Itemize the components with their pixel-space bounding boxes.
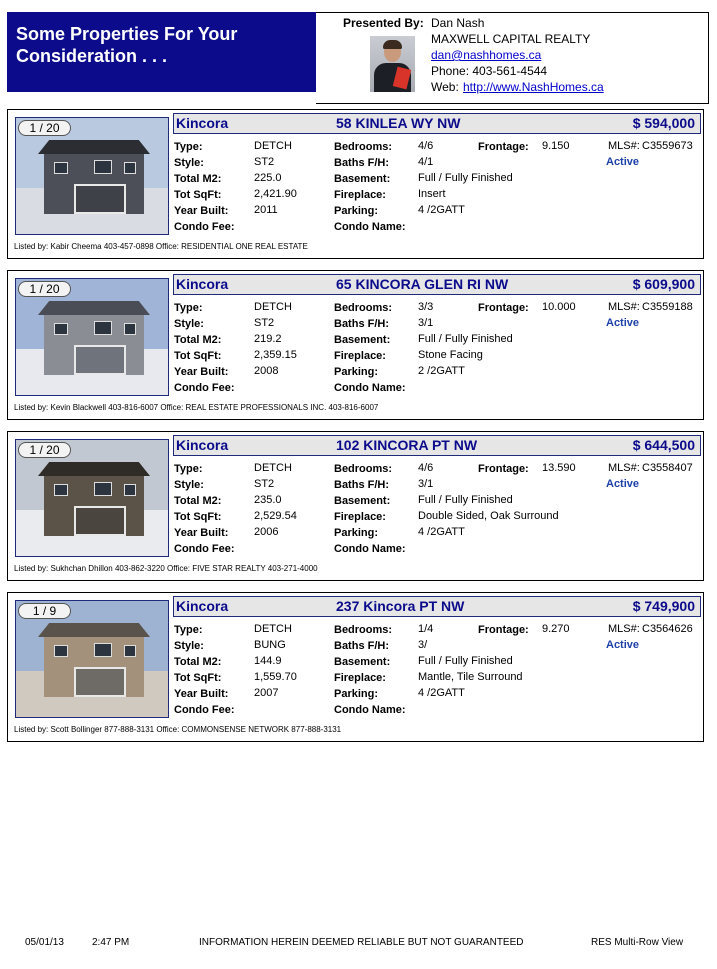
parking-label: Parking: bbox=[334, 205, 379, 217]
status-badge: Active bbox=[606, 478, 640, 490]
agent-name: Dan Nash bbox=[431, 16, 485, 30]
total-m2-value: 235.0 bbox=[254, 494, 282, 506]
presented-by-label: Presented By: bbox=[343, 16, 424, 30]
photo-count-badge[interactable]: 1 / 9 bbox=[18, 603, 71, 619]
status-badge: Active bbox=[606, 317, 640, 329]
condo-name-label: Condo Name: bbox=[334, 382, 406, 394]
agent-info-box bbox=[316, 12, 709, 104]
type-label: Type: bbox=[174, 302, 203, 314]
status-badge: Active bbox=[606, 639, 640, 651]
parking-label: Parking: bbox=[334, 366, 379, 378]
listing-photo[interactable] bbox=[15, 439, 169, 557]
listing-card[interactable] bbox=[7, 592, 704, 742]
bedrooms-value: 4/6 bbox=[418, 462, 434, 474]
parking-value: 4 /2GATT bbox=[418, 204, 465, 216]
listed-by-label: Listed by: bbox=[14, 564, 49, 573]
bedrooms-value: 3/3 bbox=[418, 301, 434, 313]
listed-by-value: Kabir Cheema 403-457-0898 Office: RESIDENTIAL ONE REAL ESTATE bbox=[50, 242, 308, 251]
baths-label: Baths F/H: bbox=[334, 479, 389, 491]
listing-photo[interactable] bbox=[15, 600, 169, 718]
tot-sqft-label: Tot SqFt: bbox=[174, 672, 222, 684]
report-title-line2: Consideration . . . bbox=[16, 46, 168, 66]
footer-time: 2:47 PM bbox=[92, 937, 130, 948]
type-value: DETCH bbox=[254, 301, 292, 313]
bedrooms-label: Bedrooms: bbox=[334, 463, 393, 475]
fireplace-label: Fireplace: bbox=[334, 350, 386, 362]
type-value: DETCH bbox=[254, 623, 292, 635]
agent-company: MAXWELL CAPITAL REALTY bbox=[431, 32, 591, 46]
frontage-label: Frontage: bbox=[478, 141, 529, 153]
listed-by-value: Sukhchan Dhillon 403-862-3220 Office: FIVE STAR REALTY 403-271-4000 bbox=[50, 564, 318, 573]
baths-label: Baths F/H: bbox=[334, 157, 389, 169]
agent-email-link[interactable]: dan@nashhomes.ca bbox=[431, 48, 542, 62]
footer-date: 05/01/13 bbox=[25, 937, 64, 948]
condo-fee-label: Condo Fee: bbox=[174, 221, 235, 233]
listing-card[interactable] bbox=[7, 270, 704, 420]
parking-value: 4 /2GATT bbox=[418, 687, 465, 699]
tot-sqft-label: Tot SqFt: bbox=[174, 189, 222, 201]
listed-by-text bbox=[14, 242, 308, 251]
tot-sqft-value: 1,559.70 bbox=[254, 671, 297, 683]
total-m2-label: Total M2: bbox=[174, 656, 222, 668]
condo-name-label: Condo Name: bbox=[334, 221, 406, 233]
listed-by-label: Listed by: bbox=[14, 242, 49, 251]
condo-fee-label: Condo Fee: bbox=[174, 543, 235, 555]
total-m2-label: Total M2: bbox=[174, 495, 222, 507]
agent-photo bbox=[370, 36, 415, 92]
tot-sqft-value: 2,421.90 bbox=[254, 188, 297, 200]
mls-label: MLS#: bbox=[608, 140, 640, 152]
style-value: ST2 bbox=[254, 478, 275, 490]
condo-fee-label: Condo Fee: bbox=[174, 382, 235, 394]
report-title-banner bbox=[7, 12, 317, 92]
listing-price: $ 749,900 bbox=[632, 598, 695, 614]
basement-value: Full / Fully Finished bbox=[418, 655, 513, 667]
photo-count-badge[interactable]: 1 / 20 bbox=[18, 442, 71, 458]
total-m2-value: 144.9 bbox=[254, 655, 282, 667]
basement-label: Basement: bbox=[334, 495, 391, 507]
baths-value: 3/1 bbox=[418, 478, 434, 490]
style-label: Style: bbox=[174, 318, 204, 330]
listed-by-label: Listed by: bbox=[14, 725, 49, 734]
listing-price: $ 609,900 bbox=[632, 276, 695, 292]
bedrooms-label: Bedrooms: bbox=[334, 624, 393, 636]
year-built-label: Year Built: bbox=[174, 366, 229, 378]
condo-name-label: Condo Name: bbox=[334, 704, 406, 716]
parking-label: Parking: bbox=[334, 688, 379, 700]
listed-by-text bbox=[14, 403, 378, 412]
fireplace-value: Stone Facing bbox=[418, 349, 483, 361]
mls-value: C3559673 bbox=[642, 140, 693, 152]
listing-card[interactable] bbox=[7, 109, 704, 259]
listing-photo[interactable] bbox=[15, 278, 169, 396]
mls-label: MLS#: bbox=[608, 462, 640, 474]
mls-label: MLS#: bbox=[608, 301, 640, 313]
total-m2-label: Total M2: bbox=[174, 334, 222, 346]
bedrooms-label: Bedrooms: bbox=[334, 302, 393, 314]
listing-photo[interactable] bbox=[15, 117, 169, 235]
photo-count-badge[interactable]: 1 / 20 bbox=[18, 281, 71, 297]
total-m2-label: Total M2: bbox=[174, 173, 222, 185]
parking-value: 2 /2GATT bbox=[418, 365, 465, 377]
basement-label: Basement: bbox=[334, 173, 391, 185]
fireplace-label: Fireplace: bbox=[334, 672, 386, 684]
style-label: Style: bbox=[174, 640, 204, 652]
frontage-value: 9.270 bbox=[542, 623, 570, 635]
listed-by-value: Scott Bollinger 877-888-3131 Office: COMMONSENSE NETWORK 877-888-3131 bbox=[50, 725, 342, 734]
total-m2-value: 219.2 bbox=[254, 333, 282, 345]
fireplace-value: Double Sided, Oak Surround bbox=[418, 510, 559, 522]
listing-address[interactable]: 102 KINCORA PT NW bbox=[336, 437, 478, 453]
style-label: Style: bbox=[174, 479, 204, 491]
listing-address[interactable]: 237 Kincora PT NW bbox=[336, 598, 465, 614]
listing-address[interactable]: 58 KINLEA WY NW bbox=[336, 115, 461, 131]
agent-web-label: Web: bbox=[431, 80, 459, 94]
parking-label: Parking: bbox=[334, 527, 379, 539]
listing-title-bar bbox=[173, 113, 701, 134]
baths-label: Baths F/H: bbox=[334, 640, 389, 652]
frontage-label: Frontage: bbox=[478, 624, 529, 636]
listing-title-bar bbox=[173, 596, 701, 617]
total-m2-value: 225.0 bbox=[254, 172, 282, 184]
footer-view-name: RES Multi-Row View bbox=[591, 937, 684, 948]
year-built-value: 2008 bbox=[254, 365, 279, 377]
year-built-label: Year Built: bbox=[174, 205, 229, 217]
year-built-label: Year Built: bbox=[174, 527, 229, 539]
baths-value: 4/1 bbox=[418, 156, 434, 168]
report-title-line1: Some Properties For Your bbox=[16, 24, 238, 44]
listed-by-text bbox=[14, 564, 318, 573]
tot-sqft-label: Tot SqFt: bbox=[174, 350, 222, 362]
listing-title-bar bbox=[173, 435, 701, 456]
basement-label: Basement: bbox=[334, 656, 391, 668]
year-built-value: 2011 bbox=[254, 204, 278, 216]
tot-sqft-label: Tot SqFt: bbox=[174, 511, 222, 523]
listing-price: $ 644,500 bbox=[632, 437, 695, 453]
baths-label: Baths F/H: bbox=[334, 318, 389, 330]
agent-web-link[interactable]: http://www.NashHomes.ca bbox=[463, 80, 604, 94]
listing-address[interactable]: 65 KINCORA GLEN RI NW bbox=[336, 276, 509, 292]
listing-community: Kincora bbox=[176, 276, 229, 292]
type-label: Type: bbox=[174, 463, 203, 475]
basement-value: Full / Fully Finished bbox=[418, 494, 513, 506]
fireplace-label: Fireplace: bbox=[334, 511, 386, 523]
footer-disclaimer: INFORMATION HEREIN DEEMED RELIABLE BUT NOT GUARANTEED bbox=[199, 937, 524, 948]
frontage-label: Frontage: bbox=[478, 463, 529, 475]
listing-community: Kincora bbox=[176, 115, 229, 131]
status-badge: Active bbox=[606, 156, 640, 168]
frontage-value: 13.590 bbox=[542, 462, 576, 474]
fireplace-value: Insert bbox=[418, 188, 446, 200]
frontage-label: Frontage: bbox=[478, 302, 529, 314]
fireplace-label: Fireplace: bbox=[334, 189, 386, 201]
style-value: ST2 bbox=[254, 317, 275, 329]
style-value: BUNG bbox=[254, 639, 286, 651]
year-built-label: Year Built: bbox=[174, 688, 229, 700]
condo-fee-label: Condo Fee: bbox=[174, 704, 235, 716]
style-value: ST2 bbox=[254, 156, 275, 168]
listing-title-bar bbox=[173, 274, 701, 295]
bedrooms-label: Bedrooms: bbox=[334, 141, 393, 153]
type-value: DETCH bbox=[254, 140, 292, 152]
mls-value: C3558407 bbox=[642, 462, 693, 474]
listing-community: Kincora bbox=[176, 437, 229, 453]
year-built-value: 2006 bbox=[254, 526, 279, 538]
type-label: Type: bbox=[174, 141, 203, 153]
listed-by-text bbox=[14, 725, 341, 734]
tot-sqft-value: 2,529.54 bbox=[254, 510, 297, 522]
year-built-value: 2007 bbox=[254, 687, 279, 699]
listing-card[interactable] bbox=[7, 431, 704, 581]
condo-name-label: Condo Name: bbox=[334, 543, 406, 555]
mls-value: C3559188 bbox=[642, 301, 693, 313]
frontage-value: 9.150 bbox=[542, 140, 570, 152]
baths-value: 3/ bbox=[418, 639, 428, 651]
basement-value: Full / Fully Finished bbox=[418, 172, 513, 184]
bedrooms-value: 1/4 bbox=[418, 623, 434, 635]
style-label: Style: bbox=[174, 157, 204, 169]
mls-value: C3564626 bbox=[642, 623, 693, 635]
baths-value: 3/1 bbox=[418, 317, 434, 329]
basement-value: Full / Fully Finished bbox=[418, 333, 513, 345]
parking-value: 4 /2GATT bbox=[418, 526, 465, 538]
agent-phone: Phone: 403-561-4544 bbox=[431, 64, 548, 78]
listed-by-label: Listed by: bbox=[14, 403, 49, 412]
basement-label: Basement: bbox=[334, 334, 391, 346]
type-value: DETCH bbox=[254, 462, 292, 474]
bedrooms-value: 4/6 bbox=[418, 140, 434, 152]
type-label: Type: bbox=[174, 624, 203, 636]
tot-sqft-value: 2,359.15 bbox=[254, 349, 297, 361]
frontage-value: 10.000 bbox=[542, 301, 576, 313]
mls-label: MLS#: bbox=[608, 623, 640, 635]
listed-by-value: Kevin Blackwell 403-816-6007 Office: REAL ESTATE PROFESSIONALS INC. 403-816-6007 bbox=[50, 403, 379, 412]
photo-count-badge[interactable]: 1 / 20 bbox=[18, 120, 71, 136]
fireplace-value: Mantle, Tile Surround bbox=[418, 671, 523, 683]
listing-price: $ 594,000 bbox=[632, 115, 695, 131]
listing-community: Kincora bbox=[176, 598, 229, 614]
